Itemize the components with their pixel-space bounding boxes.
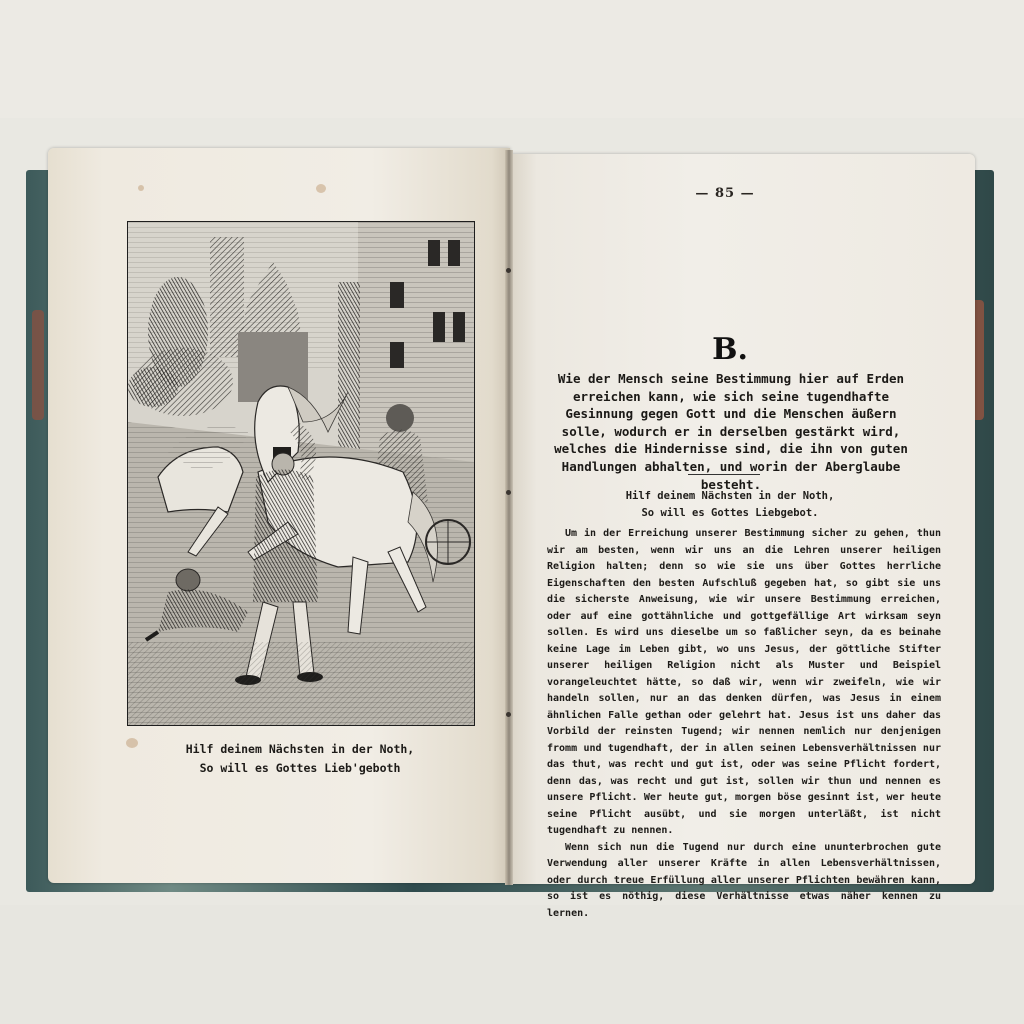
foxing-spot bbox=[138, 185, 144, 191]
foxing-spot bbox=[126, 738, 138, 748]
paragraph-1: Um in der Erreichung unserer Bestimmung sicher zu gehen, thun wir am besten, wenn wir uns an die Lehren unserer heiligen Religion halten; denn so wie sie uns über Gottes herrliche Eigenschaften den besten Aufschluß gegeben hat, so gibt sie uns die sicherste Anweisung, wie wir unsere Bestimmung erreichen, oder auf eine gottähnliche und gottgefällige Art wirksam seyn sollen. Es wird uns dieselbe um so faßlicher seyn, da es beinahe keine Lage im Leben gibt, wo uns Jesus, der göttliche Stifter unserer heiligen Religion nicht als Muster und Beispiel vorangeleuchtet hätte, so daß wir, wenn wir zweifeln, wie wir handeln sollen, nur an das denken dürfen, was Jesus in einem ähnlichen Falle gethan oder gelehrt hat. Jesus ist uns daher das Vorbild der reinsten Tugend; wir nennen nemlich nur denjenigen fromm und tugendhaft, der in allen seinen Lebensverhältnissen nur das thut, was recht und gut ist, oder was seine Pflicht fordert, denn das, was recht und gut ist, sollen wir thun und nennen es unsere Pflicht. Wer heute gut, morgen böse gesinnt ist, wer heute seine Pflicht ausübt, und sie morgen unterläßt, ist nicht tugendhaft zu nennen. bbox=[547, 528, 941, 836]
motto-line-2: So will es Gottes Liebgebot. bbox=[641, 507, 819, 519]
book-gutter bbox=[505, 150, 513, 885]
cover-marbling-left bbox=[32, 310, 44, 420]
section-heading: Wie der Mensch seine Bestimmung hier auf Erden erreichen kann, wie sich seine tugendhafte Gesinnung gegen Gott und die Menschen äußern solle, wodurch er in derselben gestärkt wird, welches die Hindernisse sind, die ihn von guten Handlungen abhalten, und worin der Aberglaube besteht. bbox=[554, 371, 908, 492]
backdrop-wall bbox=[0, 0, 1024, 118]
body-text bbox=[547, 526, 941, 922]
page-number: — 85 — bbox=[695, 186, 755, 201]
motto bbox=[600, 488, 860, 522]
backdrop-table bbox=[0, 905, 1024, 1024]
foxing-spot bbox=[316, 184, 326, 193]
motto-line-1: Hilf deinem Nächsten in der Noth, bbox=[625, 490, 835, 502]
divider-rule bbox=[688, 474, 760, 475]
binding-stitch bbox=[506, 268, 511, 273]
paragraph-2: Wenn sich nun die Tugend nur durch eine ununterbrochen gute Verwendung aller unserer Kräfte in allen Lebensverhältnissen, oder durch treue Erfüllung aller unserer Pflichten bewähren kann, so ist es nöthig, diese Verhältnisse etwas näher kennen zu lernen. bbox=[547, 841, 941, 919]
engraving-illustration bbox=[127, 221, 475, 726]
caption-line-2: So will es Gottes Lieb'geboth bbox=[199, 761, 401, 775]
section-letter: B. bbox=[712, 332, 748, 367]
illustration-caption bbox=[150, 740, 450, 778]
binding-stitch bbox=[506, 490, 511, 495]
binding-stitch bbox=[506, 712, 511, 717]
caption-line-1: Hilf deinem Nächsten in der Noth, bbox=[185, 742, 415, 756]
